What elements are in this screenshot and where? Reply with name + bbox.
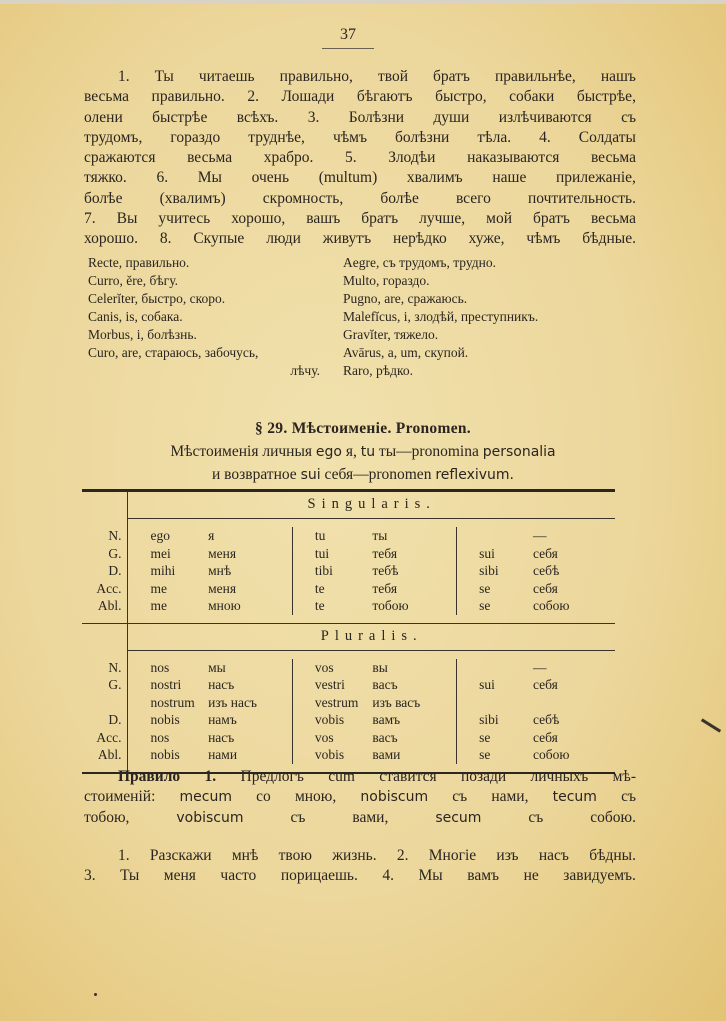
word: (multum) [318, 169, 378, 187]
latin-form: tu [314, 528, 326, 543]
russian-form: себя [532, 729, 558, 745]
table-row [82, 545, 615, 563]
latin-form: sibi [479, 712, 499, 727]
word: 6. [156, 169, 169, 187]
russian-form: изъ насъ [208, 694, 292, 712]
vocab-entry: Malefĭcus, i, злодѣй, преступникъ. [343, 309, 539, 324]
word: часто [220, 867, 257, 885]
word: скромность, [262, 189, 344, 207]
word: хуже, [468, 230, 505, 248]
word: гораздо [170, 128, 221, 146]
rule-paragraph [84, 767, 636, 828]
empty-cell [128, 650, 615, 659]
case-label: N. [82, 527, 128, 545]
russian-form: васъ [372, 676, 456, 694]
word: труднѣе, [248, 128, 305, 146]
word: сражаются [84, 149, 156, 167]
table-row [82, 694, 615, 712]
case-label: G. [82, 676, 128, 694]
latin-term: ego [315, 444, 342, 460]
russian-form: васъ [372, 729, 456, 747]
latin-form: te [314, 580, 325, 596]
latin-form: nostrum [150, 694, 195, 710]
russian-form: себя [532, 580, 558, 596]
russian-form: — [532, 528, 547, 543]
word: 3. [307, 108, 320, 126]
empty-cell [82, 623, 128, 650]
section-heading: § 29. Мѣстоименіе. Pronomen. [255, 420, 471, 437]
latin-form [457, 694, 533, 712]
rule-text: съ [596, 788, 636, 806]
word: 3. [84, 867, 96, 885]
word: 1. [118, 68, 130, 85]
text-line [84, 229, 636, 249]
word: читаешь [198, 68, 255, 85]
word: Злодѣи [388, 149, 436, 167]
latin-form: tui [314, 545, 330, 561]
russian-form: себѣ [532, 712, 560, 727]
table-row [82, 746, 615, 764]
empty-cell [128, 519, 615, 528]
russian-form: себя [532, 545, 558, 561]
russian-form: я [208, 527, 292, 545]
word: хвалимъ [406, 169, 463, 187]
latin-form: se [479, 598, 491, 613]
vocab-entry: Avārus, a, um, скупой. [343, 345, 469, 360]
russian-form: тебя [372, 580, 456, 598]
latin-term: secum [435, 809, 482, 826]
table-row [82, 597, 615, 615]
word: излѣчиваются [498, 108, 592, 126]
pronoun-declension-table [82, 489, 615, 774]
latin-form: vos [314, 659, 334, 675]
rule-text: съ собою. [481, 808, 636, 826]
vocab-entry: Pugno, are, сражаюсь. [343, 291, 468, 306]
text-line [84, 168, 636, 188]
latin-form: mihi [150, 563, 176, 578]
word: Скупые [193, 230, 245, 248]
word: трудомъ, [84, 128, 143, 146]
latin-form [457, 527, 533, 545]
intro-line-1 [0, 443, 726, 461]
latin-term: reflexivum. [435, 467, 514, 483]
russian-form: вы [372, 659, 456, 677]
text-line [84, 209, 636, 229]
case-label: N. [82, 659, 128, 677]
latin-term: vobiscum [176, 809, 244, 826]
vocab-entry: Curo, are, стараюсь, забочусь, [88, 345, 259, 360]
margin-mark [701, 718, 721, 732]
rule-text: тобою, [84, 808, 177, 826]
latin-form: se [479, 729, 491, 745]
word: храбро. [263, 149, 314, 167]
word: мой [486, 210, 513, 228]
exercise-paragraph [84, 67, 636, 250]
russian-form: собою [532, 747, 570, 762]
vocab-entry: Raro, рѣдко. [343, 363, 413, 378]
vocab-entry: Morbus, i, болѣзнь. [88, 327, 197, 342]
russian-form: меня [208, 545, 292, 563]
text-line [84, 846, 636, 866]
word: 5. [345, 149, 357, 167]
word: нашъ [600, 68, 636, 85]
case-label: Abl. [82, 746, 128, 764]
russian-form: тебя [372, 545, 456, 563]
word: бѣгаютъ [356, 88, 413, 106]
intro-text: ты—pronomina [375, 443, 483, 460]
russian-form: собою [532, 598, 570, 613]
latin-form [457, 659, 533, 677]
word: олени [84, 108, 123, 126]
russian-form: изъ васъ [372, 694, 456, 712]
case-label: Acc. [82, 729, 128, 747]
russian-form: мнѣ [208, 562, 292, 580]
word: правильно, [279, 68, 353, 85]
text-line [84, 87, 636, 107]
word: быстрѣе [152, 108, 208, 126]
vocab-left-column [88, 254, 320, 380]
latin-form: te [314, 598, 325, 613]
empty-cell [82, 650, 128, 659]
russian-form: насъ [208, 676, 292, 694]
empty-cell [82, 615, 128, 624]
word: хорошо. [84, 230, 138, 248]
latin-term: tu [360, 444, 376, 460]
latin-form: me [150, 598, 167, 613]
russian-form: мы [208, 659, 292, 677]
word: чѣмъ [332, 128, 367, 146]
word: всего [455, 189, 491, 207]
word: Ты [120, 867, 140, 885]
text-line [84, 108, 636, 128]
latin-form: nos [150, 659, 170, 675]
word: вашъ [306, 210, 341, 228]
word: наказываются [467, 149, 560, 167]
empty-cell [128, 615, 615, 624]
word: мнѣ [231, 847, 259, 864]
word: почтительность. [527, 189, 636, 207]
russian-form: ты [372, 527, 456, 545]
word: 2. [396, 847, 409, 864]
latin-form: vos [314, 729, 334, 745]
number-header: Pluralis. [128, 623, 615, 650]
latin-form: sibi [479, 563, 499, 578]
word: 1. [118, 847, 130, 864]
russian-form: себя [532, 677, 558, 692]
word: бѣдны. [589, 847, 636, 864]
word: 2. [247, 88, 259, 106]
word: не [523, 867, 539, 885]
word: Разскажи [149, 847, 212, 864]
word: порицаешь. [280, 867, 358, 885]
vocab-entry: лѣчу. [290, 363, 320, 378]
word: души [433, 108, 470, 126]
text-line [84, 189, 636, 209]
latin-form: nobis [150, 747, 180, 762]
word: Ты [154, 68, 174, 85]
russian-form: — [532, 659, 547, 675]
word: меня [163, 867, 196, 885]
russian-form [533, 694, 615, 712]
latin-form: vestri [314, 677, 345, 692]
latin-term: mecum [179, 789, 233, 806]
page-number: 37 [340, 26, 356, 43]
vocab-entry: Gravĭter, тяжело. [343, 327, 439, 342]
word: изъ [496, 847, 519, 864]
russian-form: меня [208, 580, 292, 598]
word: завидуемъ. [563, 867, 636, 885]
latin-form: se [479, 747, 491, 762]
latin-term: nobiscum [360, 789, 429, 806]
latin-term: sui [300, 467, 321, 483]
word: Болѣзни [348, 108, 405, 126]
word: вамъ [467, 867, 500, 885]
rule-text: съ нами, [428, 788, 553, 806]
latin-form: sui [479, 545, 495, 561]
word: болѣзни [395, 128, 450, 146]
case-label: Abl. [82, 597, 128, 615]
word: 7. [84, 210, 96, 228]
scan-speck [94, 993, 97, 996]
case-label: Acc. [82, 580, 128, 598]
table-row [82, 676, 615, 694]
table-number-header-row [82, 491, 615, 519]
vocab-entry: Multo, гораздо. [343, 273, 430, 288]
latin-form: vestrum [314, 694, 359, 710]
word: хорошо, [231, 210, 286, 228]
russian-form: вамъ [372, 711, 456, 729]
text-line [84, 866, 636, 886]
table-row [82, 711, 615, 729]
word: жизнь. [332, 847, 377, 864]
russian-form: вами [372, 746, 456, 764]
word: Вы [116, 210, 138, 228]
rule-text: со мною, [232, 788, 361, 806]
word: нерѣдко [392, 230, 447, 248]
word: наше [492, 169, 527, 187]
exercise-2-paragraph [84, 846, 636, 887]
word: братъ [361, 210, 399, 228]
text-line [84, 67, 636, 87]
word: весьма [590, 210, 636, 228]
intro-text: себя—pronomen [320, 466, 436, 483]
empty-cell [82, 519, 128, 528]
word: 8. [159, 230, 172, 248]
russian-form: себѣ [532, 563, 560, 578]
word: люди [266, 230, 301, 248]
table-row [82, 580, 615, 598]
scan-top-edge [0, 0, 726, 4]
intro-text: Мѣстоименія личныя [170, 443, 316, 460]
latin-form: nobis [150, 712, 180, 727]
latin-form: nos [150, 729, 170, 745]
russian-form: тебѣ [372, 562, 456, 580]
russian-form: намъ [208, 711, 292, 729]
word: всѣхъ. [236, 108, 279, 126]
word: болѣе [84, 189, 123, 207]
word: собаки [509, 88, 555, 106]
intro-line-2 [0, 466, 726, 484]
word: 4. [382, 867, 394, 885]
latin-form: sui [479, 677, 495, 692]
rule-text: стоименій: [84, 788, 180, 806]
latin-form: nostri [150, 677, 182, 692]
russian-form: нами [208, 746, 292, 764]
word: прилежаніе, [556, 169, 636, 187]
word: быстрѣе, [576, 88, 636, 106]
word: твою [278, 847, 312, 864]
word: Мы [418, 867, 443, 885]
rule-text: съ вами, [243, 808, 436, 826]
spacer-row [82, 519, 615, 528]
intro-text: и возвратное [212, 466, 301, 483]
word: 4. [539, 128, 551, 146]
russian-form: насъ [208, 729, 292, 747]
table-row [82, 659, 615, 677]
rule-title: Правило 1. [118, 768, 217, 785]
vocab-entry: Curro, ĕre, бѣгу. [88, 273, 178, 288]
word: тѣла. [477, 128, 512, 146]
empty-cell [82, 491, 128, 519]
word: весьма [84, 88, 130, 106]
word: учитесь [158, 210, 211, 228]
section-divider [82, 615, 615, 624]
latin-form: vobis [314, 747, 345, 762]
word: братъ [533, 210, 570, 228]
table-row [82, 729, 615, 747]
word: правильно. [151, 88, 225, 106]
word: весьма [187, 149, 233, 167]
latin-form: tibi [314, 563, 333, 578]
table-row [82, 562, 615, 580]
latin-form: ego [150, 528, 170, 543]
latin-term: personalia [482, 444, 556, 460]
latin-form: se [479, 580, 491, 596]
word: очень [251, 169, 290, 187]
intro-text: я, [341, 443, 361, 460]
vocab-right-column [343, 254, 538, 380]
word: твой [377, 68, 408, 85]
word: Солдаты [578, 128, 636, 146]
vocab-entry: Canis, is, собака. [88, 309, 183, 324]
word: чѣмъ [526, 230, 561, 248]
page-number-rule [322, 48, 374, 49]
table-number-header-row [82, 623, 615, 650]
word: лучше, [419, 210, 466, 228]
word: живутъ [322, 230, 372, 248]
word: Лошади [281, 88, 335, 106]
vocab-entry: Recte, правильно. [88, 255, 190, 270]
latin-form: vobis [314, 712, 345, 727]
word: быстро, [435, 88, 487, 106]
word: Мы [197, 169, 222, 187]
text-line [84, 148, 636, 168]
case-label: D. [82, 711, 128, 729]
vocab-entry: Aegre, съ трудомъ, трудно. [343, 255, 497, 270]
russian-form: тобою [372, 597, 456, 615]
word: тяжко. [84, 169, 127, 187]
table-row [82, 527, 615, 545]
text-line [84, 128, 636, 148]
latin-form: mei [150, 545, 171, 561]
word: Многіе [428, 847, 477, 864]
word: (хвалимъ) [159, 189, 226, 207]
latin-form: me [150, 580, 167, 596]
vocab-entry: Celerĭter, быстро, скоро. [88, 291, 226, 306]
word: правильнѣе, [494, 68, 576, 85]
word: братъ [433, 68, 470, 85]
word: весьма [590, 149, 636, 167]
word: бѣдные. [582, 230, 636, 248]
case-label: D. [82, 562, 128, 580]
russian-form: мною [208, 597, 292, 615]
latin-term: tecum [552, 789, 597, 806]
word: съ [621, 108, 636, 126]
number-header: Singularis. [128, 491, 615, 519]
word: болѣе [380, 189, 419, 207]
word: насъ [538, 847, 569, 864]
case-label [82, 694, 128, 712]
rule-text: Предлогъ cum ставится позади личныхъ мѣ- [216, 768, 636, 785]
spacer-row [82, 650, 615, 659]
case-label: G. [82, 545, 128, 563]
